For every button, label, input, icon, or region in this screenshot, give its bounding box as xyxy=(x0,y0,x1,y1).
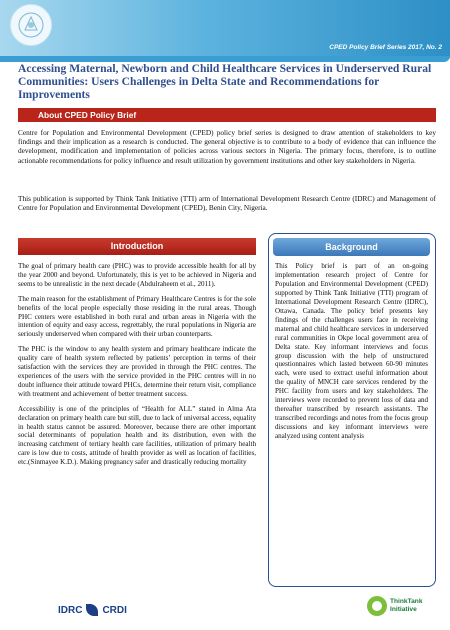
background-box xyxy=(268,233,436,587)
about-paragraph-2: This publication is supported by Think Tank Initiative (TTI) arm of International Development Research Centre (IDRC) and Management of Centre for Population and Environmental Development (CPED), Benin City, Nigeria. xyxy=(18,194,436,213)
about-heading: About CPED Policy Brief xyxy=(18,108,436,122)
page-title: Accessing Maternal, Newborn and Child Healthcare Services in Underserved Rural Communities: Users Challenges in Delta State and Recommendations for Improvements xyxy=(18,62,432,102)
introduction-column xyxy=(18,262,256,473)
idrc-text: IDRC xyxy=(58,604,83,616)
idrc-logo xyxy=(58,604,127,616)
tti-line-1: ThinkTank xyxy=(390,598,423,606)
tti-circle-icon xyxy=(367,596,387,616)
intro-paragraph: The main reason for the establishment of Primary Healthcare Centres is for the sole benefits of the local people especially those residing in the rural areas. Though PHC centers were established in both rural and urban areas in Nigeria with the intention of equity and easy access, regrettably, the rural populations in Nigeria are seriously underserved when compared with their urban counterparts. xyxy=(18,294,256,339)
intro-paragraph: The goal of primary health care (PHC) was to provide accessible health for all by the year 2000 and beyond. Unfortunately, this is yet to be achieved in Nigeria and seems to be unrealistic in the next decade (Abdulraheem et al., 2011). xyxy=(18,262,256,288)
maple-leaf-icon xyxy=(86,604,98,616)
introduction-heading: Introduction xyxy=(18,238,256,255)
background-heading: Background xyxy=(273,238,430,256)
coat-of-arms-logo xyxy=(10,4,52,46)
about-paragraph-1: Centre for Population and Environmental Development (CPED) policy brief series is designed to draw attention of stakeholders to key findings and their implication as a research is conducted. The general objective is to contribute to a body of evidence that can influence the development, modification and implementation of policies across various sectors in Nigeria. The primary focus, therefore, is to outline actionable recommendations for policy influence and result utilization by government institutions and other key stakeholders in Nigeria. xyxy=(18,128,436,165)
background-text: This Policy brief is part of an on-going implementation research project of Centre for Population and Environmental Development (CPED) supported by Think Tank Initiative (TTI) program of International Development Research Centre (IDRC), Ottawa, Canada. The policy brief presents key findings of the challenges users face in receiving maternal and child healthcare services in underserved rural communities in Okpe local government area of Delta state. Key informant interviews and focus group discussion with the help of unstructured questionnaires which lasted between 60-90 minutes each, were used to extract useful information about the quality of MNCH care services rendered by the PHC facility from users and key stakeholders. The interviews were recorded to prevent loss of data and thereafter transcribed by research assistants. The transcribed recordings and notes from the focus group discussions and key informant interviews were analyzed using content analysis xyxy=(275,262,428,441)
tti-line-2: Initiative xyxy=(390,606,417,613)
series-label: CPED Policy Brief Series 2017, No. 2 xyxy=(329,44,442,51)
intro-paragraph: Accessibility is one of the principles of “Health for ALL” stated in Alma Ata declaration on primary health care but still, due to lack of universal access, equality in health status cannot be assured. Moreover, because there are other important social determinants of population health and its distribution, even with the increasing catchment of tertiary health care facilities, utilization of primary health care is low due to costs, attitude of health provider as well as location of facilities, etc.(Sinmayee K.D.). Making pregnancy safer and drastically reducing mortality xyxy=(18,404,256,467)
crdi-text: CRDI xyxy=(102,604,127,616)
thinktank-initiative-logo xyxy=(367,596,422,616)
header-band xyxy=(0,0,450,58)
intro-paragraph: The PHC is the window to any health system and primary healthcare indicate the quality care of health system reflected by patients’ perception in terms of their satisfaction with the services they are provided in through the PHC centres. The experiences of the users with the service provided in the PHC centres will in no doubt influence their attitude toward PHCs, determine their return visit, compliance with treatment and achievement of better treatment success. xyxy=(18,345,256,398)
